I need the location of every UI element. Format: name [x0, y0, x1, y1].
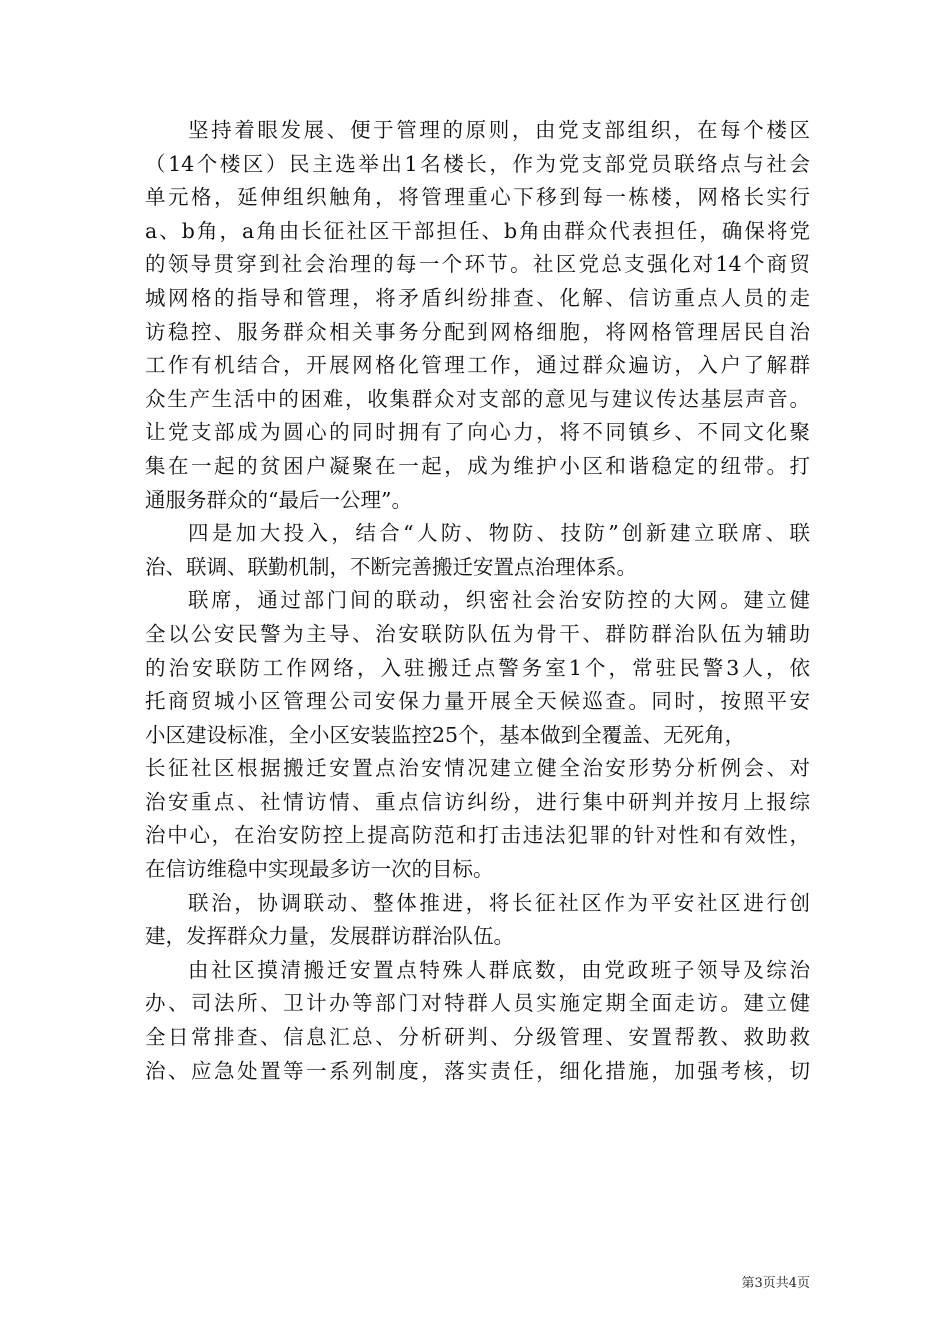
- text-line: 让党支部成为圆心的同时拥有了向心力，将不同镇乡、不同文化聚: [145, 420, 810, 445]
- text-line: 众生产生活中的困难，收集群众对支部的意见与建议传达基层声音。: [145, 386, 810, 411]
- body-text: [145, 114, 810, 1088]
- text-line: 联治，协调联动、整体推进，将长征社区作为平安社区进行创: [188, 890, 810, 915]
- text-line: 的领导贯穿到社会治理的每一个环节。社区党总支强化对14个商贸: [145, 252, 810, 277]
- text-line: （14个楼区）民主选举出1名楼长，作为党支部党员联络点与社会: [145, 151, 810, 176]
- text-line: 长征社区根据搬迁安置点治安情况建立健全治安形势分析例会、对: [145, 756, 810, 781]
- text-line: 治安重点、社情访情、重点信访纠纷，进行集中研判并按月上报综: [145, 789, 810, 814]
- text-line: 联席，通过部门间的联动，织密社会治安防控的大网。建立健: [188, 588, 810, 613]
- text-line: 工作有机结合，开展网格化管理工作，通过群众遍访，入户了解群: [145, 353, 810, 378]
- text-line: 全日常排查、信息汇总、分析研判、分级管理、安置帮教、救助救: [145, 1025, 810, 1050]
- page-number: 第3页共4页: [741, 1276, 810, 1291]
- text-line: 全以公安民警为主导、治安联防队伍为骨干、群防群治队伍为辅助: [145, 621, 810, 646]
- text-line: 小区建设标准，全小区安装监控25个，基本做到全覆盖、无死角，: [145, 722, 746, 747]
- text-line: 的治安联防工作网络，入驻搬迁点警务室1个，常驻民警3人，依: [145, 655, 810, 680]
- text-line: 通服务群众的“最后一公理”。: [145, 487, 412, 512]
- text-line: 由社区摸清搬迁安置点特殊人群底数，由党政班子领导及综治: [188, 957, 810, 982]
- text-line: 治、联调、联勤机制，不断完善搬迁安置点治理体系。: [145, 554, 637, 579]
- text-line: 坚持着眼发展、便于管理的原则，由党支部组织，在每个楼区: [188, 118, 810, 142]
- text-line: a、b角，a角由长征社区干部担任、b角由群众代表担任，确保将党: [145, 218, 810, 243]
- text-line: 集在一起的贫困户凝聚在一起，成为维护小区和谐稳定的纽带。打: [145, 453, 810, 478]
- text-line: 单元格，延伸组织触角，将管理重心下移到每一栋楼，网格长实行: [145, 185, 810, 210]
- text-line: 在信访维稳中实现最多访一次的目标。: [145, 857, 494, 882]
- text-line: 城网格的指导和管理，将矛盾纠纷排查、化解、信访重点人员的走: [145, 285, 810, 310]
- text-line: 治中心，在治安防控上提高防范和打击违法犯罪的针对性和有效性，: [145, 823, 810, 848]
- text-line: 四是加大投入，结合“人防、物防、技防”创新建立联席、联: [188, 521, 810, 546]
- text-line: 办、司法所、卫计办等部门对特群人员实施定期全面走访。建立健: [145, 991, 810, 1016]
- text-line: 治、应急处置等一系列制度，落实责任，细化措施，加强考核，切: [145, 1058, 810, 1083]
- text-line: 建，发挥群众力量，发展群访群治队伍。: [145, 924, 514, 949]
- text-line: 访稳控、服务群众相关事务分配到网格细胞，将网格管理居民自治: [145, 319, 810, 344]
- text-line: 托商贸城小区管理公司安保力量开展全天候巡查。同时，按照平安: [145, 689, 810, 714]
